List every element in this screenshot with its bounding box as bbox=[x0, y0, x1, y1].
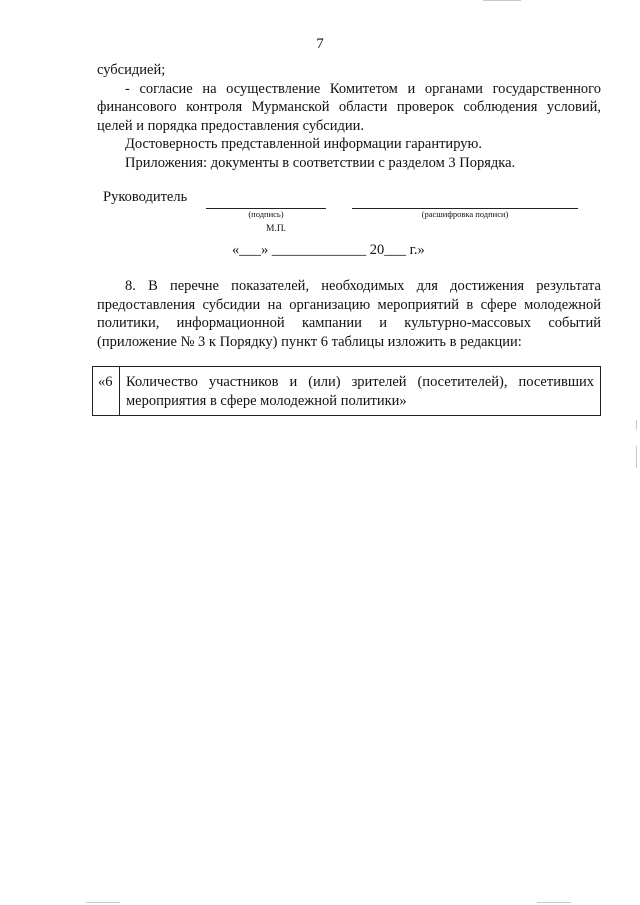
scan-mark-bottom bbox=[537, 902, 571, 903]
paragraph-8-block bbox=[97, 277, 601, 351]
signature-decode-caption: (расшифровка подписи) bbox=[421, 209, 509, 219]
scan-mark-right bbox=[636, 446, 637, 468]
signature-caption: (подпись) bbox=[248, 209, 284, 219]
attachments-line: Приложения: документы в соответствии с разделом 3 Порядка. bbox=[125, 154, 516, 171]
page-number: 7 bbox=[316, 36, 324, 52]
scan-mark-top bbox=[483, 0, 521, 1]
table-row bbox=[93, 367, 601, 416]
date-line: «___» _____________ 20___ г.» bbox=[232, 242, 425, 258]
row-number-cell: «6 bbox=[93, 367, 120, 416]
top-text-block bbox=[97, 61, 601, 172]
scan-mark-right bbox=[636, 420, 637, 430]
consent-paragraph: - согласие на осуществление Комитетом и органами государственного финансового контроля Мурманской области проверок соблюдения условий, целей и порядка предоставления субсидии. bbox=[97, 80, 601, 134]
stamp-label: М.П. bbox=[266, 224, 287, 234]
text-line-subsidy: субсидией; bbox=[97, 62, 166, 78]
paragraph-8: 8. В перечне показателей, необходимых для достижения результата предоставления субсидии на организацию мероприятий в сфере молодежной политики, информационной кампании и культурно-массовых событий (приложение № 3 к Порядку) пункт 6 таблицы изложить в редакции: bbox=[97, 278, 601, 350]
row-text-cell: Количество участников и (или) зрителей (посетителей), посетивших мероприятия в сфере молодежной политики» bbox=[120, 367, 601, 416]
reliability-line: Достоверность представленной информации гарантирую. bbox=[125, 136, 482, 152]
indicator-table bbox=[92, 366, 601, 416]
scan-mark-bottom bbox=[86, 902, 120, 903]
head-label: Руководитель bbox=[103, 189, 188, 205]
